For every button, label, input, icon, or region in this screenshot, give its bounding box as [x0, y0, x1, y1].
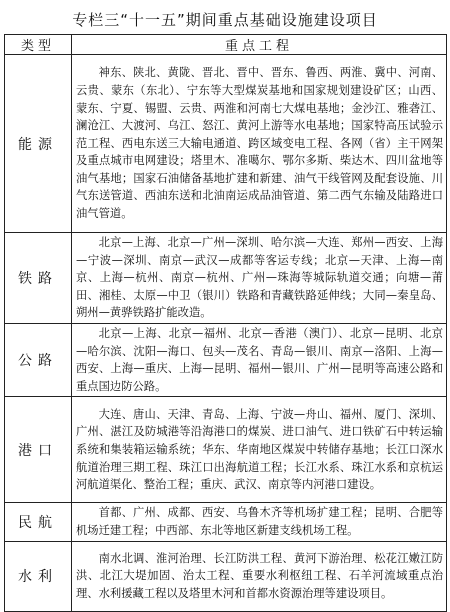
table-header-row	[5, 35, 447, 55]
category-cell: 公路	[5, 323, 72, 396]
content-cell: 南水北调、淮河治理、长江防洪工程、黄河下游治理、松花江嫩江防洪、北江大堤加固、治太工程、重要水利枢纽工程、石羊河流域重点治理、水利援藏工程以及塔里木河和首都水资源治理等建设项目。	[72, 541, 447, 611]
table-row-railway	[5, 233, 447, 324]
content-cell: 大连、唐山、天津、青岛、上海、宁波—舟山、福州、厦门、深圳、广州、湛江及防城港等沿海港口的煤炭、进口油气、进口铁矿石中转运输系统和集装箱运输系统；华东、华南地区煤炭中转储存基地；长江口深水航道治理三期工程、珠江口出海航道工程；长江水系、珠江水系和京杭运河航道渠化、整治工程；重庆、武汉、南京等内河港口建设。	[72, 397, 447, 503]
page-title: 专栏三“十一五”期间重点基础设施建设项目	[72, 10, 378, 29]
table-row-highway	[5, 323, 447, 396]
category-cell: 民航	[5, 503, 72, 541]
table-row-water	[5, 541, 447, 611]
category-cell: 能源	[5, 55, 72, 233]
header-type: 类型	[5, 35, 72, 55]
category-cell: 铁路	[5, 233, 72, 324]
table-row-energy	[5, 55, 447, 233]
category-cell: 港口	[5, 397, 72, 503]
content-cell: 首都、广州、成都、西安、乌鲁木齐等机场扩建工程；昆明、合肥等机场迁建工程；中西部、东北等地区新建支线机场工程。	[72, 503, 447, 541]
content-cell: 神东、陕北、黄陇、晋北、晋中、晋东、鲁西、两淮、冀中、河南、云贵、蒙东（东北）、宁东等大型煤炭基地和国家规划建设矿区；山西、蒙东、宁夏、锡盟、云贵、两淮和河南七大煤电基地；金沙江、雅砻江、澜沧江、大渡河、乌江、怒江、黄河上游等水电基地；国家特高压试验示范工程、西电东送三大输电通道、跨区域变电工程、各网（省）主干网架及重点城市电网建设；塔里木、准噶尔、鄂尔多斯、柴达木、四川盆地等油气基地；国家石油储备基地扩建和新建、油气干线管网及配套设施、川气东送管道、西油东送和北油南运成品油管道、第二西气东输及陆路进口油气管道。	[72, 55, 447, 233]
projects-table	[4, 34, 447, 612]
table-row-aviation	[5, 503, 447, 541]
table-row-port	[5, 397, 447, 503]
content-cell: 北京—上海、北京—福州、北京—香港（澳门）、北京—昆明、北京—哈尔滨、沈阳—海口、包头—茂名、青岛—银川、南京—洛阳、上海—西安、上海—重庆、上海—昆明、福州—银川、广州—昆明等高速公路和重点国边防公路。	[72, 323, 447, 396]
content-cell: 北京—上海、北京—广州—深圳、哈尔滨—大连、郑州—西安、上海—宁波—深圳、南京—武汉—成都等客运专线；北京—天津、上海—南京、上海—杭州、南京—杭州、广州—珠海等城际轨道交通；向塘—莆田、湘桂、太原—中卫（银川）铁路和青藏铁路延伸线；大同—秦皇岛、朔州—黄骅铁路扩能改造。	[72, 233, 447, 324]
header-key-projects: 重点工程	[72, 35, 447, 55]
category-cell: 水利	[5, 541, 72, 611]
